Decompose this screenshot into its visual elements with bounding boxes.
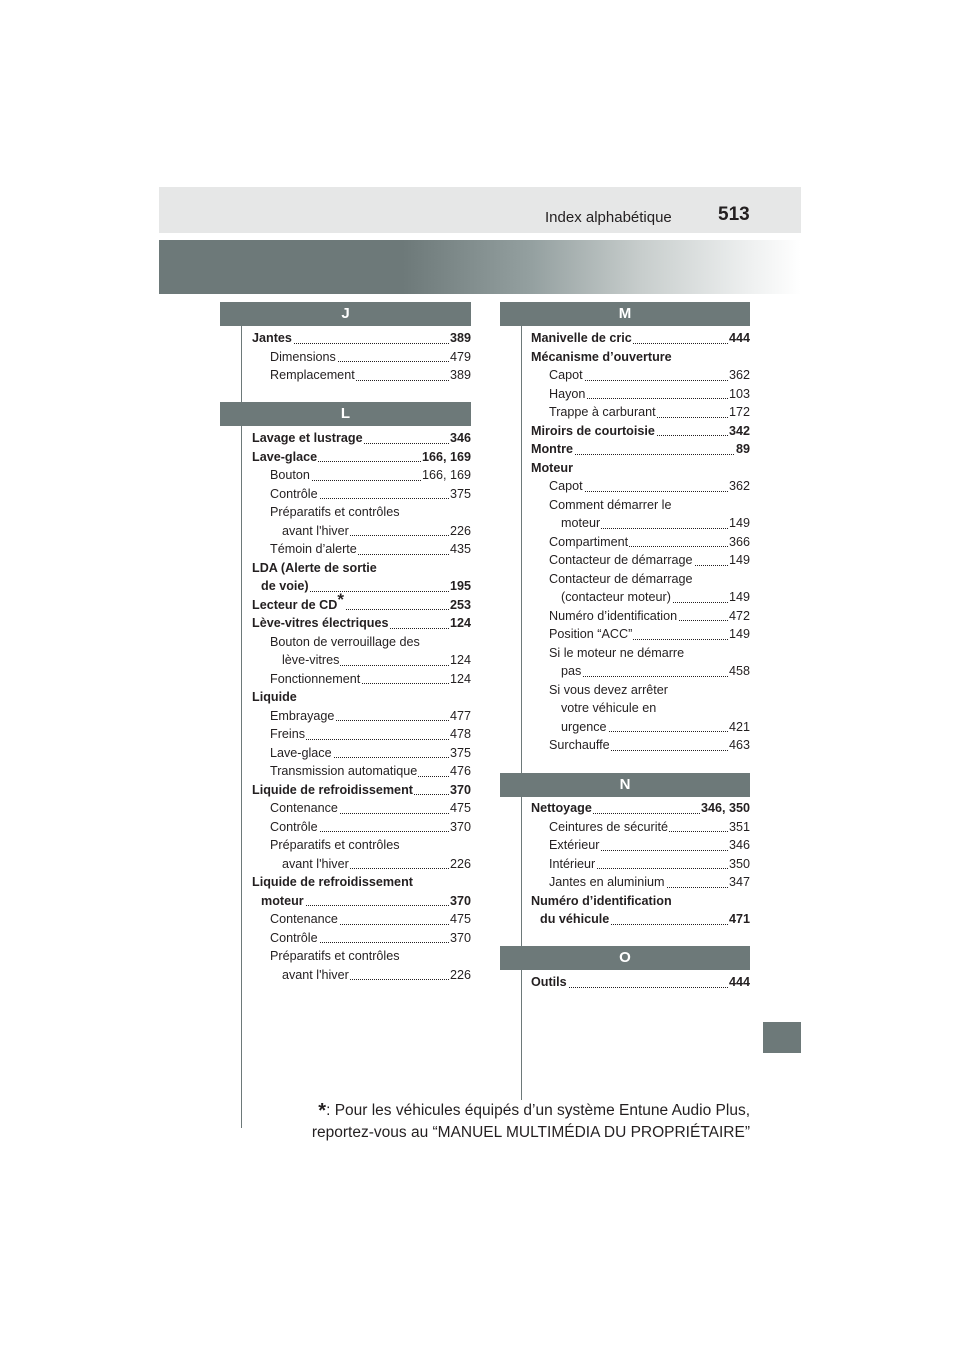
index-entry: Lavage et lustrage 346 xyxy=(252,429,471,448)
index-subentry: Préparatifs et contrôles xyxy=(270,503,471,522)
index-entry: moteur 370 xyxy=(261,892,471,911)
index-entry: Jantes 389 xyxy=(252,329,471,348)
index-subentry: Lave-glace 375 xyxy=(270,744,471,763)
index-subentry: votre véhicule en xyxy=(561,699,750,718)
index-subentry: Contrôle 370 xyxy=(270,818,471,837)
footnote-line-1: : Pour les véhicules équipés d’un système Entune Audio Plus, xyxy=(326,1102,750,1119)
index-subentry: Contrôle 370 xyxy=(270,929,471,948)
letter-header-l: L xyxy=(220,402,471,426)
index-entry: Manivelle de cric 444 xyxy=(531,329,750,348)
index-subentry: Dimensions 479 xyxy=(270,348,471,367)
index-entry: Mécanisme d’ouverture xyxy=(531,348,750,367)
right-column-rule xyxy=(521,322,522,1100)
index-entry: Lecteur de CD* 253 xyxy=(252,596,471,615)
index-subentry: Contrôle 375 xyxy=(270,485,471,504)
entries-l xyxy=(252,429,471,984)
index-subentry: lève-vitres 124 xyxy=(282,651,471,670)
letter-header-o: O xyxy=(500,946,750,970)
index-subentry: pas 458 xyxy=(561,662,750,681)
index-entry: Liquide de refroidissement 370 xyxy=(252,781,471,800)
index-entry: Liquide xyxy=(252,688,471,707)
index-subentry: Préparatifs et contrôles xyxy=(270,947,471,966)
index-entry: Outils 444 xyxy=(531,973,750,992)
index-subentry: Bouton 166, 169 xyxy=(270,466,471,485)
index-subentry: Surchauffe 463 xyxy=(549,736,750,755)
footnote-marker: * xyxy=(318,1100,327,1122)
index-subentry: Freins 478 xyxy=(270,725,471,744)
index-subentry: Capot 362 xyxy=(549,477,750,496)
page-number: 513 xyxy=(718,204,750,225)
index-subentry: Compartiment 366 xyxy=(549,533,750,552)
index-subentry: Comment démarrer le xyxy=(549,496,750,515)
index-subentry: avant l'hiver 226 xyxy=(282,966,471,985)
index-subentry: Hayon 103 xyxy=(549,385,750,404)
index-subentry: Ceintures de sécurité 351 xyxy=(549,818,750,837)
letter-header-m: M xyxy=(500,302,750,326)
index-subentry: Contacteur de démarrage 149 xyxy=(549,551,750,570)
left-column-rule xyxy=(241,322,242,1128)
index-subentry: Numéro d’identification 472 xyxy=(549,607,750,626)
index-subentry: Capot 362 xyxy=(549,366,750,385)
index-subentry: Bouton de verrouillage des xyxy=(270,633,471,652)
index-subentry: Jantes en aluminium 347 xyxy=(549,873,750,892)
index-entry: Lave-glace 166, 169 xyxy=(252,448,471,467)
index-subentry: Intérieur 350 xyxy=(549,855,750,874)
letter-header-j: J xyxy=(220,302,471,326)
footnote xyxy=(230,1100,750,1144)
footnote-line-2: reportez-vous au “MANUEL MULTIMÉDIA DU PROPRIÉTAIRE” xyxy=(311,1124,750,1141)
index-entry: Miroirs de courtoisie 342 xyxy=(531,422,750,441)
index-subentry: Témoin d’alerte 435 xyxy=(270,540,471,559)
letter-header-n: N xyxy=(500,773,750,797)
index-entry: Montre 89 xyxy=(531,440,750,459)
index-subentry: Position “ACC” 149 xyxy=(549,625,750,644)
footnote-marker: * xyxy=(337,589,345,609)
index-subentry: Remplacement 389 xyxy=(270,366,471,385)
index-subentry: urgence 421 xyxy=(561,718,750,737)
index-subentry: Si le moteur ne démarre xyxy=(549,644,750,663)
index-subentry: avant l'hiver 226 xyxy=(282,855,471,874)
entries-j xyxy=(252,329,471,385)
index-subentry: Embrayage 477 xyxy=(270,707,471,726)
index-subentry: Transmission automatique 476 xyxy=(270,762,471,781)
index-entry: du véhicule 471 xyxy=(540,910,750,929)
index-subentry: Préparatifs et contrôles xyxy=(270,836,471,855)
index-subentry: avant l'hiver 226 xyxy=(282,522,471,541)
index-subentry: Contenance 475 xyxy=(270,910,471,929)
index-subentry: (contacteur moteur) 149 xyxy=(561,588,750,607)
index-subentry: Si vous devez arrêter xyxy=(549,681,750,700)
index-subentry: Trappe à carburant 172 xyxy=(549,403,750,422)
index-entry: LDA (Alerte de sortie xyxy=(252,559,471,578)
index-subentry: Contacteur de démarrage xyxy=(549,570,750,589)
entries-o xyxy=(531,973,750,992)
index-subentry: Contenance 475 xyxy=(270,799,471,818)
index-entry: Lève-vitres électriques 124 xyxy=(252,614,471,633)
index-subentry: moteur 149 xyxy=(561,514,750,533)
index-subentry: Extérieur 346 xyxy=(549,836,750,855)
index-subentry: Fonctionnement 124 xyxy=(270,670,471,689)
index-entry: Moteur xyxy=(531,459,750,478)
entries-n xyxy=(531,799,750,929)
chapter-tab xyxy=(763,1022,801,1053)
index-entry: Numéro d’identification xyxy=(531,892,750,911)
index-entry: Nettoyage 346, 350 xyxy=(531,799,750,818)
index-entry: Liquide de refroidissement xyxy=(252,873,471,892)
section-title: Index alphabétique xyxy=(545,209,672,226)
index-entry: de voie) 195 xyxy=(261,577,471,596)
header-bar xyxy=(159,187,801,233)
entries-m xyxy=(531,329,750,755)
header-banner xyxy=(159,240,801,294)
